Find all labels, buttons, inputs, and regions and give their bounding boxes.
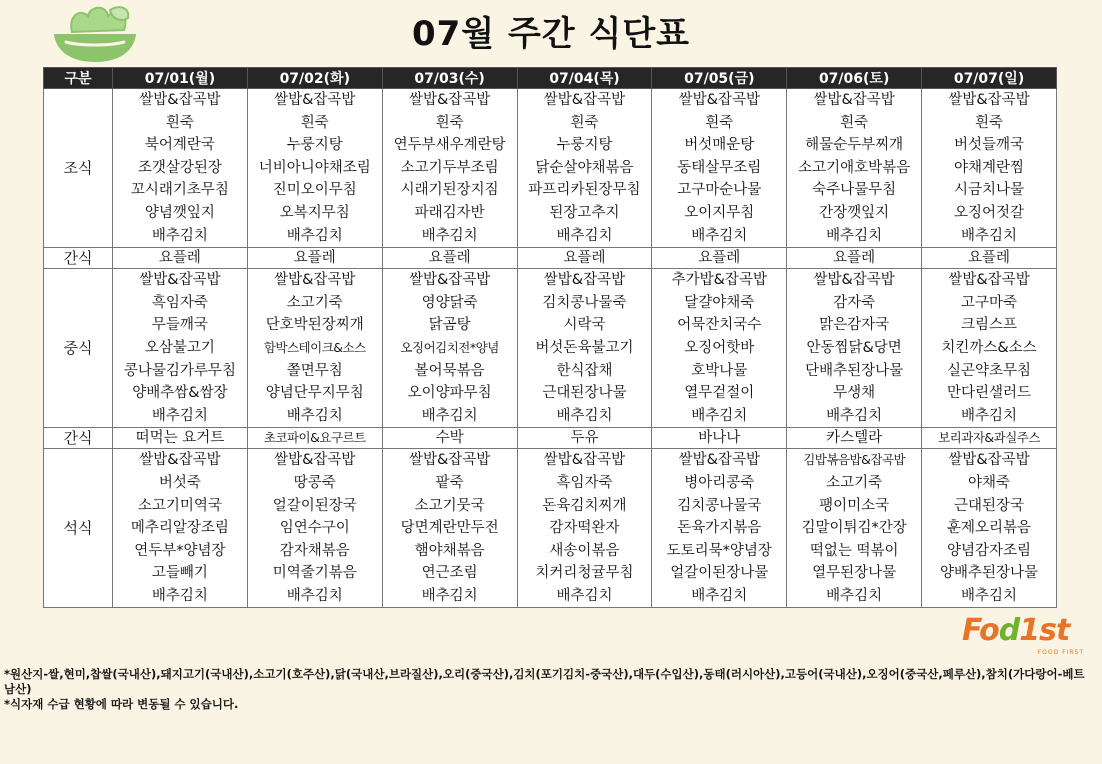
- menu-item: 메추리알장조림: [130, 520, 229, 537]
- menu-item: 양념깻잎지: [144, 204, 215, 221]
- snack-row: [44, 248, 1057, 269]
- menu-item: 만다린샐러드: [947, 385, 1032, 402]
- lunch-menu-cell: [787, 269, 922, 428]
- menu-item: 배추김치: [556, 227, 613, 244]
- menu-item: 배추김치: [286, 587, 343, 604]
- breakfast-menu-cell: [652, 89, 787, 248]
- menu-item: 흰죽: [300, 114, 329, 131]
- menu-item: 수박: [435, 430, 464, 447]
- menu-item: 치킨까스&소스: [941, 339, 1037, 356]
- menu-item: 배추김치: [151, 227, 208, 244]
- menu-item: 오이지무침: [684, 204, 755, 221]
- menu-item: 간장깻잎지: [819, 204, 890, 221]
- menu-item: 감자채볶음: [279, 542, 350, 559]
- menu-item: 동태살무조림: [677, 159, 762, 176]
- menu-item: 김말이튀김*간장: [801, 520, 907, 537]
- breakfast-menu-cell: [787, 89, 922, 248]
- day-header: 07/03(수): [382, 68, 517, 89]
- menu-item: 보리과자&과실주스: [938, 430, 1040, 446]
- menu-item: 양념감자조림: [947, 542, 1032, 559]
- breakfast-menu-cell: [922, 89, 1057, 248]
- breakfast-menu-cell: [247, 89, 382, 248]
- menu-item: 요플레: [833, 250, 876, 267]
- menu-item: 쌀밥&잡곡밥: [813, 272, 895, 289]
- snack-menu-cell: [517, 428, 652, 449]
- menu-item: 팽이미소국: [819, 497, 890, 514]
- menu-item: 임연수구이: [279, 520, 350, 537]
- menu-item: 배추김치: [151, 587, 208, 604]
- snack-menu-cell: [922, 428, 1057, 449]
- menu-item: 무들깨국: [151, 317, 208, 334]
- dinner-menu-cell: [113, 449, 248, 608]
- menu-item: 치커리청귤무침: [535, 565, 634, 582]
- menu-item: 흑임자죽: [151, 294, 208, 311]
- menu-item: 배추김치: [286, 407, 343, 424]
- menu-item: 고구마순나물: [677, 182, 762, 199]
- menu-item: 쌀밥&잡곡밥: [543, 452, 626, 469]
- menu-item: 김치콩나물국: [677, 497, 762, 514]
- menu-item: 배추김치: [556, 587, 613, 604]
- menu-item: 쌀밥&잡곡밥: [948, 452, 1030, 469]
- menu-item: 오이양파무침: [407, 385, 492, 402]
- breakfast-menu-cell: [382, 89, 517, 248]
- dinner-menu-cell: [787, 449, 922, 608]
- menu-item: 쌀밥&잡곡밥: [948, 92, 1030, 108]
- dinner-menu-cell: [922, 449, 1057, 608]
- day-header: 07/02(화): [247, 68, 382, 89]
- menu-item: 영양닭죽: [421, 294, 478, 311]
- snack-menu-cell: [652, 428, 787, 449]
- menu-item: 얼갈이된장나물: [670, 565, 769, 582]
- breakfast-menu-cell: [517, 89, 652, 248]
- dinner-menu-cell: [247, 449, 382, 608]
- menu-item: 배추김치: [826, 407, 883, 424]
- menu-item: 쌀밥&잡곡밥: [274, 272, 356, 289]
- menu-item: 흰죽: [165, 114, 194, 131]
- menu-item: 훈제오리볶음: [947, 520, 1032, 537]
- menu-item: 단호박된장찌개: [265, 317, 364, 334]
- menu-item: 크림스프: [961, 317, 1018, 334]
- snack-menu-cell: [652, 248, 787, 269]
- menu-item: 배추김치: [826, 227, 883, 244]
- menu-item: 배추김치: [961, 587, 1018, 604]
- menu-item: 흰죽: [840, 114, 869, 131]
- lunch-menu-cell: [113, 269, 248, 428]
- menu-item: 쌀밥&잡곡밥: [678, 92, 760, 108]
- menu-item: 카스텔라: [826, 430, 883, 447]
- menu-item: 파프리카된장무침: [528, 182, 641, 199]
- menu-item: 쌀밥&잡곡밥: [139, 92, 221, 108]
- menu-item: 진미오이무침: [272, 182, 357, 199]
- dinner-row: [44, 449, 1057, 608]
- menu-item: 소고기뭇국: [414, 497, 485, 514]
- menu-item: 연근조림: [421, 565, 478, 582]
- meal-category-cell: 중식: [44, 269, 113, 428]
- menu-item: 미역줄기볶음: [272, 565, 357, 582]
- menu-item: 오복지무침: [279, 204, 350, 221]
- menu-item: 배추김치: [961, 407, 1018, 424]
- category-header: 구분: [44, 68, 113, 89]
- menu-item: 시래기된장지짐: [400, 182, 499, 199]
- menu-item: 요플레: [968, 250, 1011, 267]
- menu-item: 배추김치: [691, 407, 748, 424]
- menu-item: 쫄면무침: [286, 362, 343, 379]
- menu-item: 버섯들깨국: [954, 137, 1025, 154]
- menu-item: 쌀밥&잡곡밥: [543, 272, 626, 289]
- menu-item: 새송이볶음: [549, 542, 620, 559]
- menu-item: 김밥볶음밥&잡곡밥: [803, 452, 906, 468]
- menu-item: 추가밥&잡곡밥: [671, 272, 767, 289]
- menu-item: 닭순살야채볶음: [535, 159, 634, 176]
- menu-item: 배추김치: [556, 407, 613, 424]
- menu-item: 쌀밥&잡곡밥: [139, 272, 221, 289]
- menu-item: 요플레: [293, 250, 336, 267]
- menu-item: 감자죽: [833, 294, 876, 311]
- snack-menu-cell: [382, 248, 517, 269]
- menu-item: 콩나물김가루무침: [123, 362, 236, 379]
- dinner-menu-cell: [517, 449, 652, 608]
- menu-item: 달걀야채죽: [684, 294, 755, 311]
- menu-item: 단배추된장나물: [805, 362, 904, 379]
- menu-item: 요플레: [563, 250, 606, 267]
- menu-item: 조갯살강된장: [137, 159, 222, 176]
- meal-category-cell: 석식: [44, 449, 113, 608]
- menu-item: 흰죽: [705, 114, 734, 131]
- snack-menu-cell: [113, 428, 248, 449]
- lunch-row: [44, 269, 1057, 428]
- day-header: 07/06(토): [787, 68, 922, 89]
- menu-item: 쌀밥&잡곡밥: [408, 452, 491, 469]
- menu-item: 오삼불고기: [144, 339, 215, 356]
- menu-item: 쌀밥&잡곡밥: [678, 452, 760, 469]
- menu-item: 양배추쌈&쌈장: [132, 385, 228, 402]
- menu-item: 너비아니야채조림: [258, 159, 371, 176]
- lunch-menu-cell: [922, 269, 1057, 428]
- menu-item: 쌀밥&잡곡밥: [408, 92, 491, 108]
- menu-item: 쌀밥&잡곡밥: [274, 92, 356, 108]
- menu-item: 열무겉절이: [684, 385, 755, 402]
- menu-item: 배추김치: [151, 407, 208, 424]
- menu-item: 북어계란국: [144, 137, 215, 154]
- day-header: 07/01(월): [113, 68, 248, 89]
- menu-item: 배추김치: [421, 587, 478, 604]
- menu-item: 소고기미역국: [137, 497, 222, 514]
- menu-item: 흑임자죽: [556, 474, 613, 491]
- brand-tagline: FOOD FIRST: [1037, 649, 1084, 656]
- menu-item: 햄야채볶음: [414, 542, 485, 559]
- menu-item: 양념단무지무침: [265, 385, 364, 402]
- menu-item: 꼬시래기초무침: [130, 182, 229, 199]
- page-title: 07월 주간 식단표: [411, 14, 691, 54]
- menu-item: 버섯죽: [158, 474, 201, 491]
- menu-item: 배추김치: [961, 227, 1018, 244]
- disclaimer-note: *식자재 수급 현황에 따라 변동될 수 있습니다.: [4, 697, 239, 711]
- lunch-menu-cell: [247, 269, 382, 428]
- snack-menu-cell: [787, 248, 922, 269]
- lunch-menu-cell: [652, 269, 787, 428]
- menu-item: 숙주나물무침: [812, 182, 897, 199]
- dinner-menu-cell: [382, 449, 517, 608]
- menu-item: 시금치나물: [954, 182, 1025, 199]
- menu-item: 소고기죽: [286, 294, 343, 311]
- lunch-menu-cell: [382, 269, 517, 428]
- menu-item: 오징어김치전*양념: [400, 339, 499, 355]
- menu-item: 쌀밥&잡곡밥: [948, 272, 1030, 289]
- snack-menu-cell: [113, 248, 248, 269]
- menu-item: 양배추된장나물: [940, 565, 1039, 582]
- menu-item: 소고기두부조림: [400, 159, 499, 176]
- menu-item: 버섯매운탕: [684, 137, 755, 154]
- menu-item: 닭곰탕: [428, 317, 471, 334]
- menu-item: 오징어젓갈: [954, 204, 1025, 221]
- menu-item: 근대된장나물: [542, 385, 627, 402]
- menu-item: 쌀밥&잡곡밥: [139, 452, 221, 469]
- brand-name: Fod1st: [962, 613, 1070, 648]
- menu-item: 도토리묵*양념장: [666, 542, 772, 559]
- weekly-menu-table: [43, 67, 1057, 608]
- day-header: 07/07(일): [922, 68, 1057, 89]
- footnotes: [4, 667, 1094, 712]
- menu-item: 배추김치: [421, 407, 478, 424]
- menu-item: 실곤약초무침: [947, 362, 1032, 379]
- menu-item: 당면계란만두전: [400, 520, 499, 537]
- menu-item: 김치콩나물죽: [542, 294, 627, 311]
- menu-item: 초코파이&요구르트: [263, 430, 366, 446]
- menu-item: 배추김치: [286, 227, 343, 244]
- menu-item: 팥죽: [435, 474, 464, 491]
- menu-item: 고구마죽: [961, 294, 1018, 311]
- menu-item: 버섯돈육불고기: [535, 339, 634, 356]
- menu-item: 야채계란찜: [954, 159, 1025, 176]
- menu-item: 요플레: [428, 250, 471, 267]
- menu-item: 해물순두부찌개: [805, 137, 904, 154]
- menu-item: 야채죽: [968, 474, 1011, 491]
- menu-item: 볼어묵볶음: [414, 362, 485, 379]
- menu-item: 바나나: [698, 430, 741, 447]
- menu-item: 안동찜닭&당면: [806, 339, 902, 356]
- menu-item: 소고기애호박볶음: [798, 159, 911, 176]
- menu-item: 요플레: [158, 250, 201, 267]
- menu-item: 요플레: [698, 250, 741, 267]
- menu-item: 배추김치: [691, 587, 748, 604]
- breakfast-menu-cell: [113, 89, 248, 248]
- origin-note: *원산지-쌀,현미,찹쌀(국내산),돼지고기(국내산),소고기(호주산),닭(국내산,브라질산),오리(중국산),김치(포기김치-중국산),대두(수입산),동태(러시아산),고등어(국내산),오징어(중국산,페루산),참치(가다랑어-베트남산): [4, 667, 1085, 696]
- menu-item: 얼갈이된장국: [272, 497, 357, 514]
- day-header: 07/05(금): [652, 68, 787, 89]
- day-header: 07/04(목): [517, 68, 652, 89]
- menu-item: 배추김치: [826, 587, 883, 604]
- snack-menu-cell: [247, 248, 382, 269]
- menu-item: 소고기죽: [826, 474, 883, 491]
- menu-item: 호박나물: [691, 362, 748, 379]
- menu-item: 배추김치: [691, 227, 748, 244]
- menu-item: 누룽지탕: [286, 137, 343, 154]
- meal-category-cell: 간식: [44, 248, 113, 269]
- snack-menu-cell: [247, 428, 382, 449]
- meal-category-cell: 간식: [44, 428, 113, 449]
- menu-item: 시락국: [563, 317, 606, 334]
- menu-item: 어묵잔치국수: [677, 317, 762, 334]
- menu-item: 된장고추지: [549, 204, 620, 221]
- menu-item: 두유: [570, 430, 599, 447]
- snack-row: [44, 428, 1057, 449]
- menu-item: 무생채: [833, 385, 876, 402]
- menu-item: 흰죽: [975, 114, 1004, 131]
- menu-item: 맑은감자국: [819, 317, 890, 334]
- table-header-row: [44, 68, 1057, 89]
- menu-item: 배추김치: [421, 227, 478, 244]
- meal-category-cell: 조식: [44, 89, 113, 248]
- menu-item: 쌀밥&잡곡밥: [274, 452, 356, 469]
- dinner-menu-cell: [652, 449, 787, 608]
- menu-item: 파래김자반: [414, 204, 485, 221]
- menu-item: 흰죽: [570, 114, 599, 131]
- menu-item: 쌀밥&잡곡밥: [543, 92, 626, 108]
- menu-item: 돈육김치찌개: [542, 497, 627, 514]
- menu-item: 떡없는 떡볶이: [809, 542, 899, 559]
- menu-item: 떠먹는 요거트: [135, 430, 225, 447]
- menu-item: 감자떡완자: [549, 520, 620, 537]
- snack-menu-cell: [787, 428, 922, 449]
- menu-item: 근대된장국: [954, 497, 1025, 514]
- menu-item: 흰죽: [435, 114, 464, 131]
- menu-item: 누룽지탕: [556, 137, 613, 154]
- lunch-menu-cell: [517, 269, 652, 428]
- menu-item: 연두부새우계란탕: [393, 137, 506, 154]
- menu-item: 땅콩죽: [293, 474, 336, 491]
- menu-item: 돈육가지볶음: [677, 520, 762, 537]
- menu-item: 함박스테이크&소스: [263, 339, 366, 355]
- snack-menu-cell: [922, 248, 1057, 269]
- menu-item: 병아리콩죽: [684, 474, 755, 491]
- snack-menu-cell: [382, 428, 517, 449]
- menu-item: 한식잡채: [556, 362, 613, 379]
- menu-item: 열무된장나물: [812, 565, 897, 582]
- snack-menu-cell: [517, 248, 652, 269]
- menu-item: 오징어핫바: [684, 339, 755, 356]
- menu-item: 쌀밥&잡곡밥: [408, 272, 491, 289]
- menu-item: 고들빼기: [151, 565, 208, 582]
- menu-item: 쌀밥&잡곡밥: [813, 92, 895, 108]
- foodfirst-logo: [962, 613, 1088, 659]
- breakfast-row: [44, 89, 1057, 248]
- menu-item: 연두부*양념장: [134, 542, 226, 559]
